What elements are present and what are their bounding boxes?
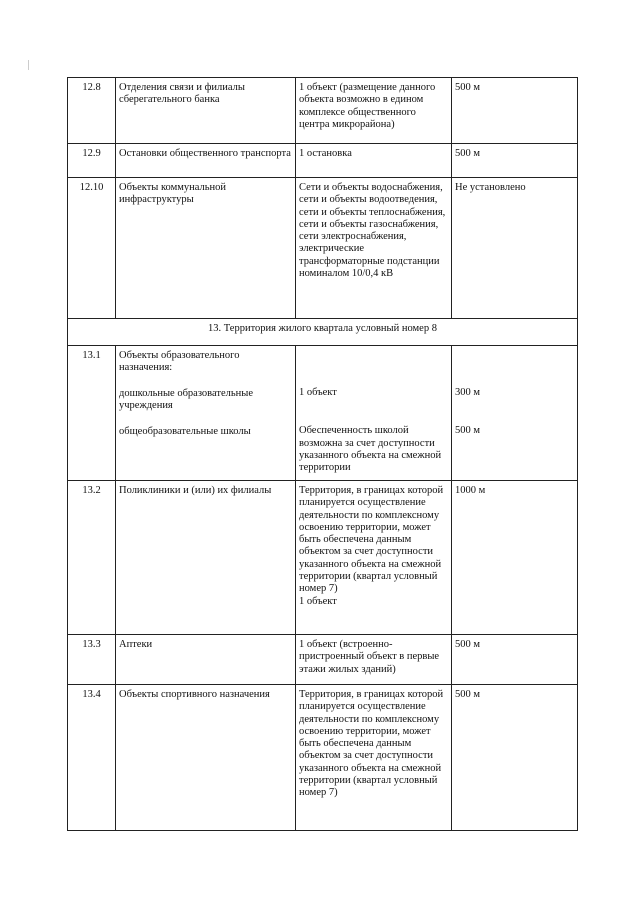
table-row — [68, 346, 578, 481]
object-name: Объекты коммунальной инфраструктуры — [116, 178, 296, 319]
objects-table — [67, 77, 578, 831]
object-name: Отделения связи и филиалы сберегательного банка — [116, 78, 296, 144]
object-distance: 500 м — [452, 685, 578, 831]
row-number: 13.3 — [68, 635, 116, 685]
scan-artifact — [28, 60, 29, 70]
object-subtype: общеобразовательные школы — [119, 426, 251, 438]
object-distance: 500 м — [452, 78, 578, 144]
object-detail — [296, 481, 452, 635]
object-name: Остановки общественного транспорта — [116, 144, 296, 178]
object-name: Поликлиники и (или) их филиалы — [116, 481, 296, 635]
row-number: 13.4 — [68, 685, 116, 831]
table-row — [68, 481, 578, 635]
object-subtype: дошкольные образовательные учреждения — [119, 387, 254, 411]
object-detail — [296, 346, 452, 481]
object-distance: 500 м — [452, 635, 578, 685]
object-distance: 1000 м — [452, 481, 578, 635]
object-count: 1 объект — [299, 595, 337, 607]
table-row — [68, 144, 578, 178]
object-detail: 1 объект (размещение данного объекта возможно в едином комплексе общественного центра микрорайона) — [296, 78, 452, 144]
table-row — [68, 78, 578, 144]
row-number: 13.2 — [68, 481, 116, 635]
object-detail: Сети и объекты водоснабжения, сети и объекты водоотведения, сети и объекты теплоснабжения, сети и объекты газоснабжения, сети электроснабжения, электрические трансформаторные подстанции номиналом 10/0,4 кВ — [296, 178, 452, 319]
object-subdetail: 1 объект — [299, 387, 337, 398]
object-subdetail: Территория, в границах которой планируется осуществление деятельности по комплексному освоению территории, может быть обеспечена данным объектом за счет доступности указанного объекта на смежной территории (квартал условный номер 7) — [299, 485, 444, 595]
section-header-row — [68, 319, 578, 346]
object-name: Объекты спортивного назначения — [116, 685, 296, 831]
row-number: 12.8 — [68, 78, 116, 144]
object-distance: Не установлено — [452, 178, 578, 319]
object-subdistance: 500 м — [455, 425, 481, 437]
object-subdistance: 300 м — [455, 387, 481, 398]
row-number: 12.9 — [68, 144, 116, 178]
section-title: 13. Территория жилого квартала условный номер 8 — [68, 319, 578, 346]
object-detail: Территория, в границах которой планируется осуществление деятельности по комплексному освоению территории, может быть обеспечена данным объектом за счет доступности указанного объекта на смежной территории (квартал условный номер 7) — [296, 685, 452, 831]
table-row — [68, 685, 578, 831]
object-name — [116, 346, 296, 481]
object-name: Аптеки — [116, 635, 296, 685]
object-subdetail: Обеспеченность школой возможна за счет доступности указанного объекта на смежной территории — [299, 425, 442, 474]
object-detail: 1 объект (встроенно-пристроенный объект в первые этажи жилых зданий) — [296, 635, 452, 685]
row-number: 12.10 — [68, 178, 116, 319]
row-number: 13.1 — [68, 346, 116, 481]
table-row — [68, 178, 578, 319]
object-detail: 1 остановка — [296, 144, 452, 178]
table-row — [68, 635, 578, 685]
object-distance — [452, 346, 578, 481]
object-distance: 500 м — [452, 144, 578, 178]
object-group-heading: Объекты образовательного назначения: — [119, 350, 240, 374]
